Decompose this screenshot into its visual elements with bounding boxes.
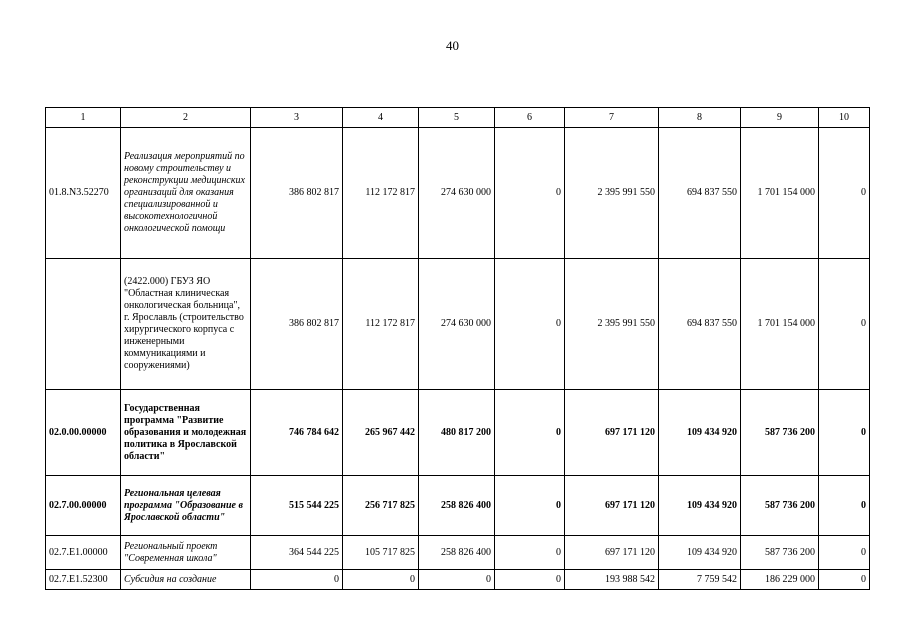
row-description: Государственная программа "Развитие образования и молодежная политика в Ярославской области"	[121, 390, 251, 476]
value-cell: 256 717 825	[343, 476, 419, 536]
column-header: 1	[46, 108, 121, 128]
column-header: 6	[495, 108, 565, 128]
column-header: 5	[419, 108, 495, 128]
value-cell: 2 395 991 550	[565, 128, 659, 259]
column-header: 8	[659, 108, 741, 128]
value-cell: 0	[819, 259, 870, 390]
value-cell: 515 544 225	[251, 476, 343, 536]
row-description: (2422.000) ГБУЗ ЯО "Областная клиническая онкологическая больница", г. Ярославль (строительство хирургического корпуса с инженерными коммуникациями и сооружениями)	[121, 259, 251, 390]
value-cell: 746 784 642	[251, 390, 343, 476]
value-cell: 274 630 000	[419, 259, 495, 390]
table-row	[46, 476, 870, 536]
table-row	[46, 570, 870, 590]
value-cell: 112 172 817	[343, 128, 419, 259]
row-code: 02.7.E1.00000	[46, 536, 121, 570]
value-cell: 109 434 920	[659, 536, 741, 570]
value-cell: 386 802 817	[251, 128, 343, 259]
value-cell: 0	[495, 259, 565, 390]
header-row	[46, 108, 870, 128]
value-cell: 480 817 200	[419, 390, 495, 476]
table-row	[46, 536, 870, 570]
value-cell: 105 717 825	[343, 536, 419, 570]
table-row	[46, 259, 870, 390]
row-code: 02.7.E1.52300	[46, 570, 121, 590]
value-cell: 694 837 550	[659, 259, 741, 390]
value-cell: 587 736 200	[741, 536, 819, 570]
column-header: 3	[251, 108, 343, 128]
column-header: 4	[343, 108, 419, 128]
row-description: Реализация мероприятий по новому строительству и реконструкции медицинских организаций для оказания специализированной и высокотехнологичной онкологической помощи	[121, 128, 251, 259]
row-code: 01.8.N3.52270	[46, 128, 121, 259]
value-cell: 0	[495, 570, 565, 590]
column-header: 9	[741, 108, 819, 128]
value-cell: 364 544 225	[251, 536, 343, 570]
row-description: Региональный проект "Современная школа"	[121, 536, 251, 570]
value-cell: 0	[819, 476, 870, 536]
value-cell: 186 229 000	[741, 570, 819, 590]
value-cell: 112 172 817	[343, 259, 419, 390]
value-cell: 386 802 817	[251, 259, 343, 390]
value-cell: 0	[495, 476, 565, 536]
value-cell: 109 434 920	[659, 390, 741, 476]
value-cell: 0	[419, 570, 495, 590]
value-cell: 193 988 542	[565, 570, 659, 590]
value-cell: 0	[495, 536, 565, 570]
value-cell: 694 837 550	[659, 128, 741, 259]
value-cell: 0	[819, 390, 870, 476]
row-description: Региональная целевая программа "Образование в Ярославской области"	[121, 476, 251, 536]
table-row	[46, 390, 870, 476]
value-cell: 7 759 542	[659, 570, 741, 590]
row-code: 02.0.00.00000	[46, 390, 121, 476]
row-description: Субсидия на создание	[121, 570, 251, 590]
row-code	[46, 259, 121, 390]
table-row	[46, 128, 870, 259]
value-cell: 0	[495, 128, 565, 259]
value-cell: 0	[819, 536, 870, 570]
value-cell: 1 701 154 000	[741, 259, 819, 390]
value-cell: 587 736 200	[741, 390, 819, 476]
value-cell: 274 630 000	[419, 128, 495, 259]
column-header: 2	[121, 108, 251, 128]
value-cell: 587 736 200	[741, 476, 819, 536]
column-header: 7	[565, 108, 659, 128]
value-cell: 697 171 120	[565, 390, 659, 476]
value-cell: 697 171 120	[565, 476, 659, 536]
value-cell: 0	[343, 570, 419, 590]
value-cell: 0	[819, 128, 870, 259]
row-code: 02.7.00.00000	[46, 476, 121, 536]
value-cell: 265 967 442	[343, 390, 419, 476]
value-cell: 697 171 120	[565, 536, 659, 570]
value-cell: 0	[495, 390, 565, 476]
value-cell: 258 826 400	[419, 536, 495, 570]
value-cell: 2 395 991 550	[565, 259, 659, 390]
value-cell: 1 701 154 000	[741, 128, 819, 259]
value-cell: 258 826 400	[419, 476, 495, 536]
column-header: 10	[819, 108, 870, 128]
value-cell: 0	[251, 570, 343, 590]
budget-table	[45, 107, 870, 590]
value-cell: 109 434 920	[659, 476, 741, 536]
page-number: 40	[446, 38, 459, 53]
value-cell: 0	[819, 570, 870, 590]
